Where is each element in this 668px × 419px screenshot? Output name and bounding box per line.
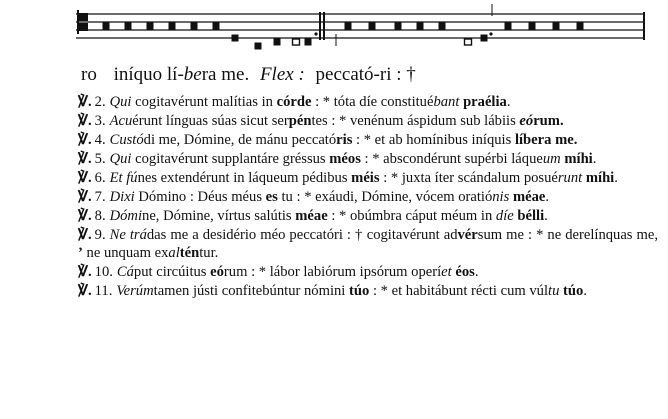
- lyric-line: [81, 64, 416, 86]
- verse-text: Cá: [116, 264, 134, 280]
- punctum-note: [395, 23, 402, 30]
- verse-text: cogitavérunt supplantáre gréssus: [135, 151, 330, 167]
- verse-text: : * obúmbra cáput méum in: [327, 208, 496, 224]
- verse-text: pén: [288, 113, 312, 129]
- verse-text: .: [506, 94, 511, 110]
- mora-dot: [314, 32, 317, 35]
- verse-text: ne, Dómine, vírtus salútis: [142, 208, 296, 224]
- verse-text: : * juxta íter scándalum posué: [379, 170, 558, 186]
- verse-text: rum : * lábor labiórum ipsórum operí: [223, 264, 442, 280]
- versicle-symbol: ℣.: [78, 227, 92, 243]
- verse-text: méae: [295, 208, 328, 224]
- verse-text: ris: [336, 132, 353, 148]
- verse: [78, 131, 658, 149]
- verse-text: Dixi: [109, 189, 139, 205]
- verse-text: tu: [548, 283, 560, 299]
- clef-note: [79, 23, 88, 31]
- verse: [78, 112, 658, 130]
- mora-dot: [489, 32, 492, 35]
- verse-number: 7.: [94, 189, 106, 205]
- verse: [78, 226, 658, 262]
- verse: [78, 263, 658, 281]
- verse-text: tamen jústi confitebúntur nómini: [153, 283, 350, 299]
- verse-text: Qui: [109, 151, 136, 167]
- verse-text: .: [545, 189, 550, 205]
- versicle-symbol: ℣.: [78, 189, 92, 205]
- clef-note: [79, 13, 88, 21]
- verse-number: 3.: [94, 113, 106, 129]
- verse: [78, 150, 658, 168]
- punctum-note: [255, 43, 262, 50]
- verse-text: eó: [519, 113, 534, 129]
- punctum-note: [125, 23, 132, 30]
- verse-text: sum me : * ne derelínquas me,: [477, 227, 659, 243]
- open-note: [293, 39, 300, 45]
- verse-text: tes : * venénum áspidum sub lábiis: [311, 113, 520, 129]
- verse-number: 10.: [94, 264, 113, 280]
- verse-text: méae: [512, 189, 546, 205]
- verse: [78, 282, 658, 300]
- verse-text: es: [265, 189, 278, 205]
- verse-text: nis: [492, 189, 510, 205]
- verse: [78, 93, 658, 111]
- versicle-symbol: ℣.: [78, 208, 92, 224]
- verse-number: 4.: [94, 132, 106, 148]
- verse-text: praélia: [463, 94, 507, 110]
- verse-text: ne unquam ex: [82, 245, 169, 261]
- verse-text: : * et habitábunt récti cum vúl: [369, 283, 549, 299]
- verse-text: túo: [563, 283, 584, 299]
- punctum-note: [103, 23, 110, 30]
- verse-text: das me a desidério méo peccatóri : † cogitavérunt ad: [146, 227, 458, 243]
- punctum-note: [369, 23, 376, 30]
- punctum-note: [439, 23, 446, 30]
- lyric-syllable: iníquo lí-: [113, 64, 184, 85]
- punctum-note: [305, 39, 312, 46]
- verse-text: Dómi: [109, 208, 143, 224]
- verse-text: .: [474, 264, 479, 280]
- verse-text: eó: [210, 264, 224, 280]
- chant-staff: [0, 0, 668, 62]
- verse-text: runt: [557, 170, 583, 186]
- punctum-note: [481, 35, 488, 42]
- verse-text: míhi: [585, 170, 615, 186]
- lyric-syllable: me.: [216, 64, 250, 85]
- versicle-symbol: ℣.: [78, 94, 92, 110]
- versicle-symbol: ℣.: [78, 132, 92, 148]
- verse-text: Ne trá: [109, 227, 147, 243]
- verse-text: tur.: [199, 245, 219, 261]
- verse-text: put circúitus: [133, 264, 211, 280]
- verse-text: Acu: [109, 113, 133, 129]
- verse-text: rum.: [533, 113, 564, 129]
- verse-text: míhi: [564, 151, 593, 167]
- versicle-symbol: ℣.: [78, 151, 92, 167]
- punctum-note: [191, 23, 198, 30]
- versicle-symbol: ℣.: [78, 283, 92, 299]
- verse-text: et: [441, 264, 452, 280]
- punctum-note: [529, 23, 536, 30]
- punctum-note: [232, 35, 239, 42]
- psalm-verses: [78, 93, 658, 301]
- punctum-note: [417, 23, 424, 30]
- punctum-note: [553, 23, 560, 30]
- verse: [78, 169, 658, 187]
- punctum-note: [345, 23, 352, 30]
- versicle-symbol: ℣.: [78, 264, 92, 280]
- verse-text: lí: [514, 132, 524, 148]
- verse-text: Dómino : Déus méus: [138, 189, 266, 205]
- verse-text: Qui: [109, 94, 136, 110]
- verse: [78, 188, 658, 206]
- verse-text: tén: [179, 245, 200, 261]
- lyric-syllable: peccató-ri : †: [315, 64, 416, 85]
- verse-text: tu : * exáudi, Dómine, vócem oratió: [277, 189, 493, 205]
- flex-label: Flex :: [259, 64, 305, 85]
- verse-text: .: [614, 170, 618, 186]
- versicle-symbol: ℣.: [78, 113, 92, 129]
- verse-text: cogitavérunt malítias in: [135, 94, 277, 110]
- verse-text: túo: [349, 283, 370, 299]
- verse-text: di me, Dómine, de mánu peccató: [143, 132, 337, 148]
- verse-text: vér: [457, 227, 478, 243]
- punctum-note: [577, 23, 584, 30]
- punctum-note: [505, 23, 512, 30]
- versicle-symbol: ℣.: [78, 170, 92, 186]
- verse-text: um: [542, 151, 561, 167]
- punctum-note: [274, 39, 281, 46]
- verse-text: bant: [433, 94, 460, 110]
- punctum-note: [147, 23, 154, 30]
- verse-text: .: [592, 151, 597, 167]
- punctum-note: [169, 23, 176, 30]
- verse-number: 2.: [94, 94, 106, 110]
- verse-text: bera me.: [523, 132, 578, 148]
- lyric-syllable: ro: [81, 64, 97, 85]
- verse-text: méis: [351, 170, 380, 186]
- verse-text: bélli: [517, 208, 545, 224]
- verse-text: : * et ab homínibus iníquis: [352, 132, 515, 148]
- lyric-syllable-italic: be: [183, 64, 202, 85]
- verse-text: : * abscondérunt supérbi láque: [360, 151, 543, 167]
- verse-number: 5.: [94, 151, 106, 167]
- verse-text: córde: [276, 94, 312, 110]
- verse-number: 8.: [94, 208, 106, 224]
- verse-number: 6.: [94, 170, 106, 186]
- punctum-note: [213, 23, 220, 30]
- verse-text: Verúm: [116, 283, 154, 299]
- verse-text: Et fú: [109, 170, 138, 186]
- verse-text: .: [583, 283, 587, 299]
- verse-text: : * tóta díe constitué: [311, 94, 434, 110]
- verse-text: érunt línguas súas sicut ser: [132, 113, 289, 129]
- verse-text: .: [544, 208, 548, 224]
- verse-text: Custó: [109, 132, 144, 148]
- verse-text: díe: [495, 208, 514, 224]
- verse-number: 9.: [94, 227, 106, 243]
- verse-text: méos: [329, 151, 361, 167]
- open-note: [465, 39, 472, 45]
- lyric-syllable: ra: [201, 64, 217, 85]
- verse: [78, 207, 658, 225]
- verse-text: nes extendérunt in láqueum pédibus: [137, 170, 352, 186]
- verse-text: ’: [78, 245, 83, 261]
- verse-text: al: [168, 245, 180, 261]
- verse-number: 11.: [94, 283, 113, 299]
- verse-text: éos: [455, 264, 475, 280]
